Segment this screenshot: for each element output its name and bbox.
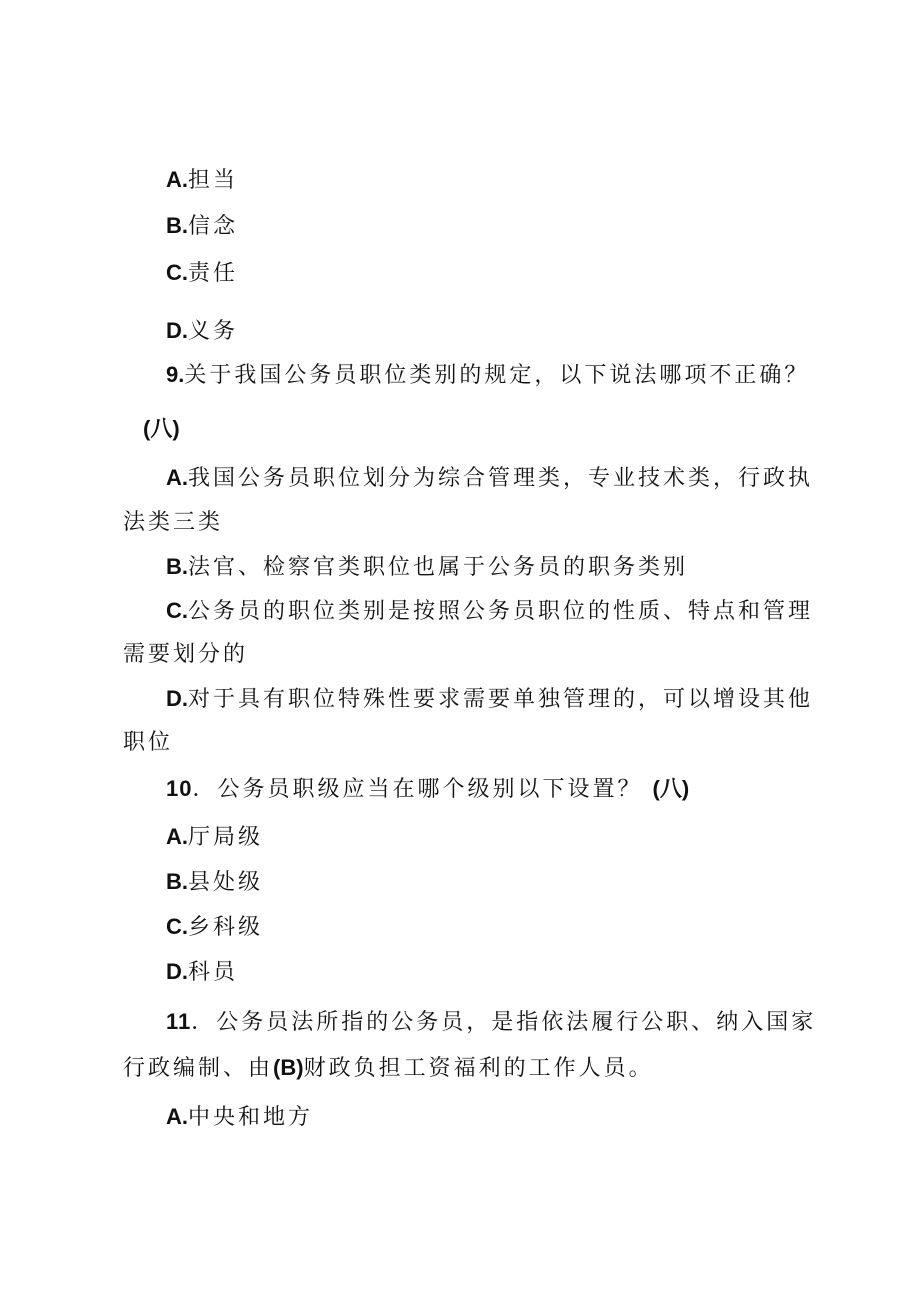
option-text: 县处级	[188, 870, 264, 895]
q9-stem	[166, 360, 809, 391]
option-text: 乡科级	[188, 915, 264, 940]
q10-option-c	[166, 912, 263, 943]
option-label: A.	[166, 1104, 188, 1129]
option-text: 义务	[188, 319, 239, 344]
q11-stem	[166, 1007, 816, 1038]
q9-answer	[143, 414, 180, 445]
option-text-continued: 法类三类	[123, 510, 224, 535]
option-label: D.	[166, 959, 188, 984]
q9-option-d-continued	[123, 728, 173, 758]
answer-mark: (八)	[143, 416, 180, 441]
option-text: 担当	[188, 168, 239, 193]
question-text: ．公务员职级应当在哪个级别以下设置？	[192, 777, 643, 802]
q8-option-c	[166, 258, 238, 289]
q8-option-b	[166, 211, 238, 242]
option-text: 对于具有职位特殊性要求需要单独管理的，可以增设其他	[188, 687, 814, 712]
option-label: D.	[166, 318, 188, 343]
option-label: C.	[166, 598, 188, 623]
option-label: A.	[166, 465, 188, 490]
q9-option-a	[166, 463, 813, 494]
option-text: 公务员的职位类别是按照公务员职位的性质、特点和管理	[188, 599, 814, 624]
q10-option-b	[166, 867, 263, 898]
option-text-continued: 需要划分的	[123, 642, 249, 667]
option-text: 责任	[188, 261, 239, 286]
question-text: 关于我国公务员职位类别的规定，以下说法哪项不正确？	[184, 363, 810, 388]
q9-option-c	[166, 596, 813, 627]
q9-option-b	[166, 552, 688, 583]
question-text-tail: 财政负担工资福利的工作人员。	[303, 1056, 654, 1081]
q10-option-d	[166, 957, 238, 988]
option-text: 中央和地方	[188, 1105, 314, 1130]
option-text: 法官、检察官类职位也属于公务员的职务类别	[188, 555, 689, 580]
option-text: 厅局级	[188, 825, 264, 850]
q9-option-c-continued	[123, 640, 248, 670]
answer-mark: (八)	[652, 776, 690, 801]
question-number: 9.	[166, 362, 185, 387]
q11-stem-continued	[123, 1053, 654, 1084]
q9-option-a-continued	[123, 508, 223, 538]
option-label: B.	[166, 554, 188, 579]
question-number: 10	[166, 776, 193, 801]
option-label: C.	[166, 260, 188, 285]
q10-option-a	[166, 822, 263, 853]
option-label: C.	[166, 914, 188, 939]
question-number: 11	[166, 1009, 192, 1034]
question-text-continued: 行政编制、由	[123, 1056, 274, 1081]
q8-option-a	[166, 165, 238, 196]
q10-stem	[166, 774, 689, 805]
answer-mark: (B)	[273, 1055, 304, 1080]
option-label: B.	[166, 213, 188, 238]
option-text: 信念	[188, 214, 239, 239]
option-label: A.	[166, 824, 188, 849]
option-label: B.	[166, 869, 188, 894]
option-label: D.	[166, 686, 188, 711]
option-text-continued: 职位	[123, 730, 174, 755]
q9-option-d	[166, 684, 813, 715]
q11-option-a	[166, 1102, 313, 1133]
q8-option-d	[166, 316, 238, 347]
option-text: 科员	[188, 960, 239, 985]
option-text: 我国公务员职位划分为综合管理类，专业技术类，行政执	[188, 466, 814, 491]
question-text: ．公务员法所指的公务员，是指依法履行公职、纳入国家	[191, 1010, 817, 1035]
option-label: A.	[166, 167, 188, 192]
